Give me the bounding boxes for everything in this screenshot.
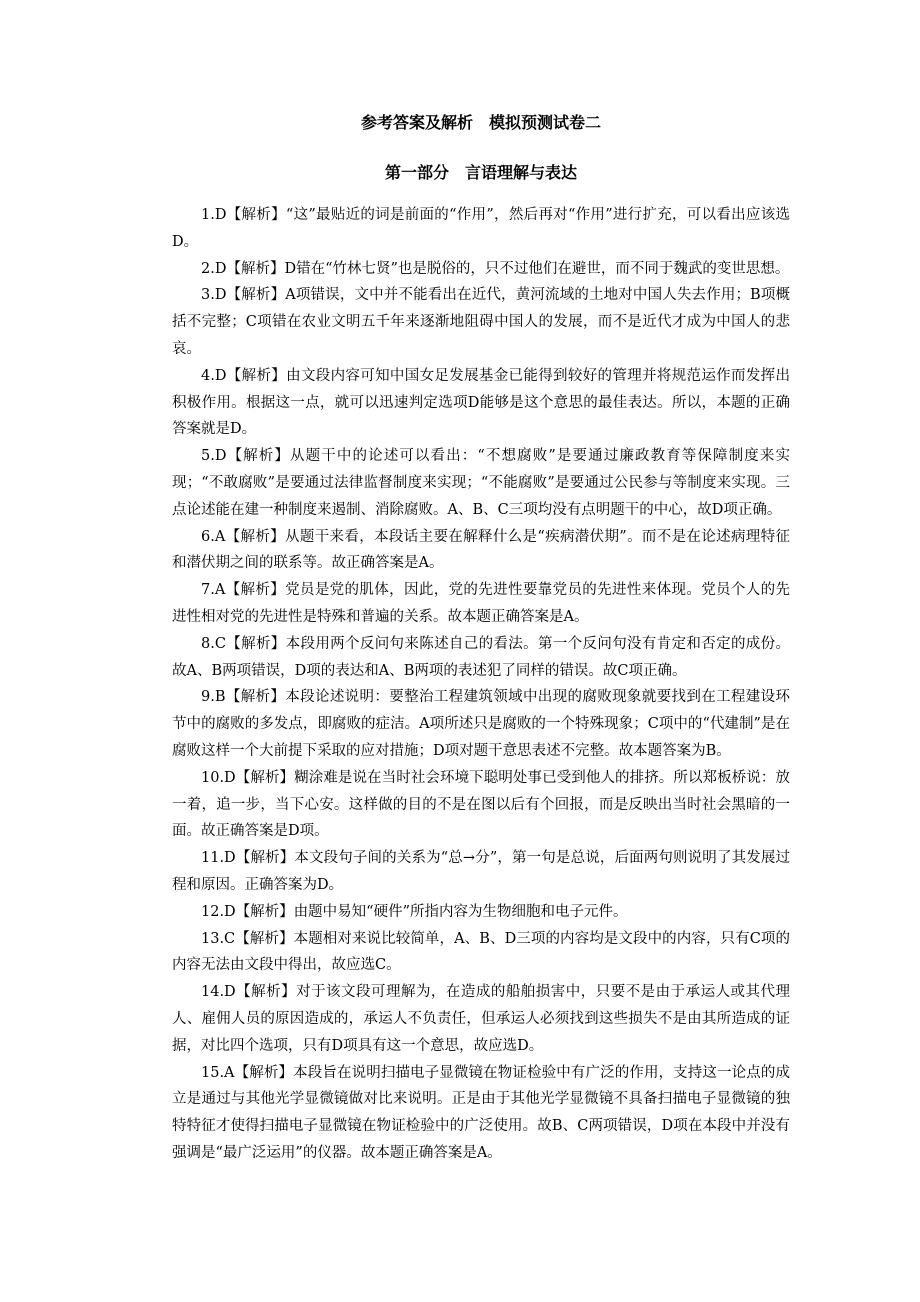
answer-item-11: 11.D【解析】本文段句子间的关系为“总→分”，第一句是总说，后面两句则说明了其发展过程和原因。正确答案为D。 (172, 850, 790, 893)
answer-item-1: 1.D【解析】“这”最贴近的词是前面的“作用”，然后再对“作用”进行扩充，可以看出应该选D。 (172, 207, 790, 250)
answer-item-14: 14.D【解析】对于该文段可理解为，在造成的船舶损害中，只要不是由于承运人或其代理人、雇佣人员的原因造成的，承运人不负责任，但承运人必须找到这些损失不是由其所造成的证据，对比四个选项，只有D项具有这一个意思，故应选D。 (172, 984, 790, 1054)
document-title: 参考答案及解析 模拟预测试卷二 (360, 113, 601, 132)
document-content (172, 110, 790, 1167)
answer-item-7: 7.A【解析】党员是党的肌体，因此，党的先进性要靠党员的先进性来体现。党员个人的先进性相对党的先进性是特殊和普遍的关系。故本题正确答案是A。 (172, 582, 790, 625)
answer-item-10: 10.D【解析】糊涂难是说在当时社会环境下聪明处事已受到他人的排挤。所以郑板桥说：放一着，追一步，当下心安。这样做的目的不是在图以后有个回报，而是反映出当时社会黑暗的一面。故正确答案是D项。 (172, 769, 790, 840)
answer-item-5: 5.D【解析】从题干中的论述可以看出：“不想腐败”是要通过廉政教育等保障制度来实现；“不敢腐败”是要通过法律监督制度来实现；“不能腐败”是要通过公民参与等制度来实现。三点论述能在建一种制度来遏制、消除腐败。A、B、C三项均没有点明题干的中心，故D项正确。 (172, 448, 790, 518)
section-title: 第一部分 言语理解与表达 (384, 163, 577, 182)
answer-item-2: 2.D【解析】D错在“竹林七贤”也是脱俗的，只不过他们在避世，而不同于魏武的变世思想。 (201, 260, 790, 277)
answer-item-15: 15.A【解析】本段旨在说明扫描电子显微镜在物证检验中有广泛的作用，支持这一论点的成立是通过与其他光学显微镜做对比来说明。正是由于其他光学显微镜不具备扫描电子显微镜的独特特征才使得扫描电子显微镜在物证检验中的广泛使用。故B、C两项错误，D项在本段中并没有强调是“最广泛运用”的仪器。故本题正确答案是A。 (172, 1064, 790, 1161)
answer-item-9: 9.B【解析】本段论述说明：要整治工程建筑领域中出现的腐败现象就要找到在工程建设环节中的腐败的多发点，即腐败的症洁。A项所述只是腐败的一个特殊现象；C项中的“代建制”是在腐败这样一个大前提下采取的应对措施；D项对题干意思表述不完整。故本题答案为B。 (172, 689, 790, 759)
answer-item-12: 12.D【解析】由题中易知“硬件”所指内容为生物细胞和电子元件。 (201, 903, 628, 920)
answer-item-3: 3.D【解析】A项错误，文中并不能看出在近代，黄河流域的土地对中国人失去作用；B项概括不完整；C项错在农业文明五千年来逐渐地阻碍中国人的发展，而不是近代才成为中国人的悲哀。 (172, 287, 790, 357)
answer-item-8: 8.C【解析】本段用两个反问句来陈述自己的看法。第一个反问句没有肯定和否定的成份。故A、B两项错误，D项的表达和A、B两项的表述犯了同样的错误。故C项正确。 (172, 635, 790, 679)
answer-list (172, 202, 790, 1167)
answer-item-6: 6.A【解析】从题干来看，本段话主要在解释什么是“疾病潜伏期”。而不是在论述病理特征和潜伏期之间的联系等。故正确答案是A。 (172, 528, 790, 572)
answer-item-4: 4.D【解析】由文段内容可知中国女足发展基金已能得到较好的管理并将规范运作而发挥出积极作用。根据这一点，就可以迅速判定选项D能够是这个意思的最佳表达。所以，本题的正确答案就是D。 (172, 367, 790, 438)
answer-item-13: 13.C【解析】本题相对来说比较简单，A、B、D三项的内容均是文段中的内容，只有C项的内容无法由文段中得出，故应选C。 (172, 930, 790, 974)
